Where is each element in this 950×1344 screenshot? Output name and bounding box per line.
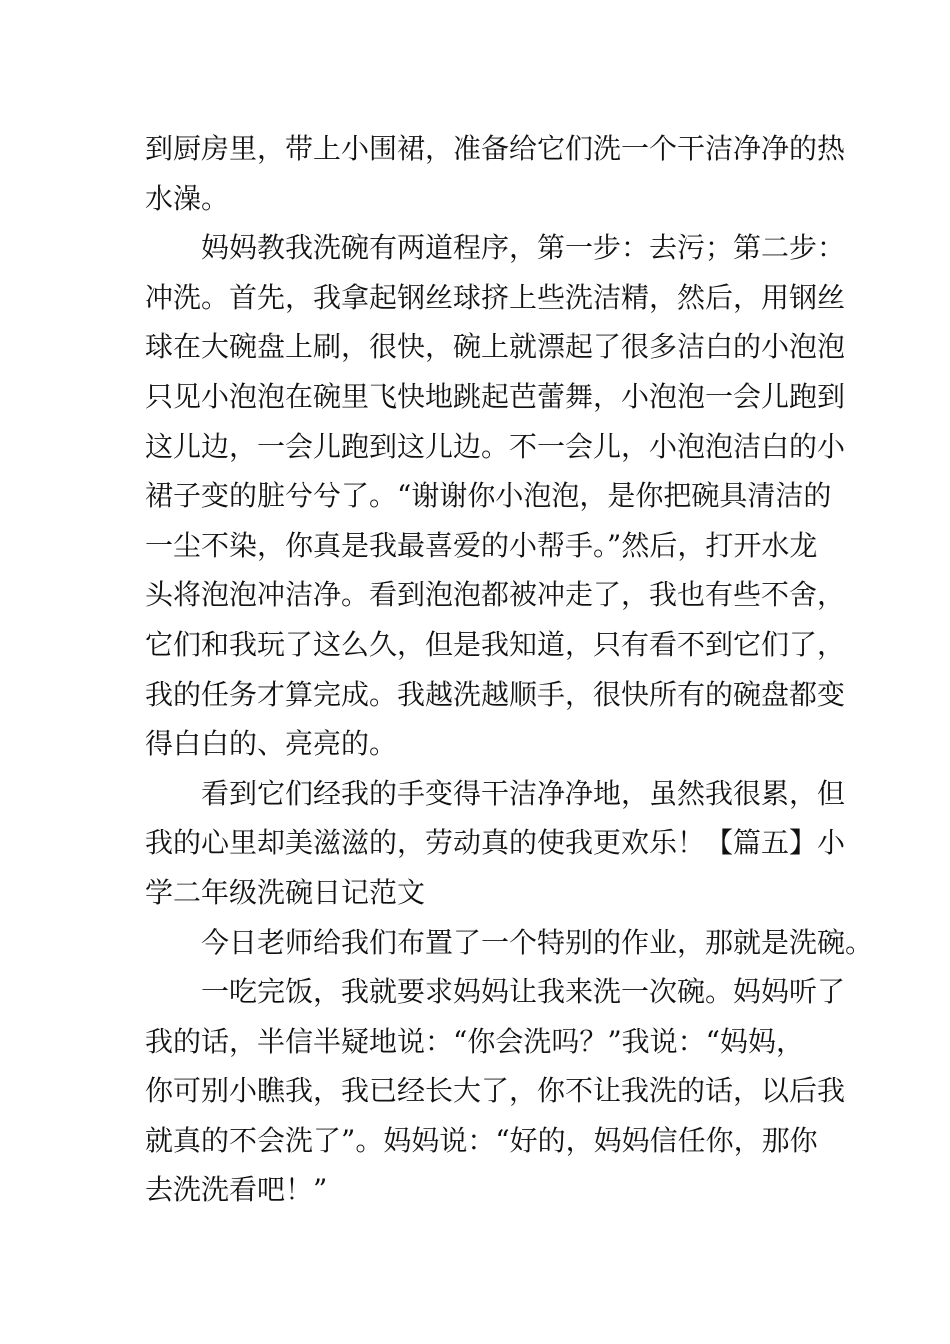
- text-line-17: 今日老师给我们布置了一个特别的作业，那就是洗碗。: [145, 925, 874, 959]
- document-body: [145, 124, 874, 1215]
- text-line-14: 看到它们经我的手变得干洁净净地，虽然我很累，但: [145, 776, 846, 810]
- text-line-9: 一尘不染，你真是我最喜爱的小帮手。”然后，打开水龙: [145, 528, 818, 562]
- text-line-3: 妈妈教我洗碗有两道程序，第一步：去污；第二步：: [145, 231, 846, 265]
- text-line-11: 它们和我玩了这么久，但是我知道，只有看不到它们了，: [145, 627, 846, 661]
- text-line-15: 我的心里却美滋滋的，劳动真的使我更欢乐！【篇五】小: [145, 826, 846, 860]
- text-line-16: 学二年级洗碗日记范文: [145, 875, 426, 909]
- text-line-10: 头将泡泡冲洁净。看到泡泡都被冲走了，我也有些不舍，: [145, 578, 846, 612]
- text-line-6: 只见小泡泡在碗里飞快地跳起芭蕾舞，小泡泡一会儿跑到: [145, 379, 846, 413]
- text-line-2: 水澡。: [145, 181, 230, 215]
- text-line-22: 去洗洗看吧！”: [145, 1173, 328, 1207]
- text-line-18: 一吃完饭，我就要求妈妈让我来洗一次碗。妈妈听了: [145, 975, 846, 1009]
- text-line-19: 我的话，半信半疑地说：“你会洗吗？”我说：“妈妈，: [145, 1024, 804, 1058]
- text-line-12: 我的任务才算完成。我越洗越顺手，很快所有的碗盘都变: [145, 677, 846, 711]
- text-line-20: 你可别小瞧我，我已经长大了，你不让我洗的话，以后我: [145, 1074, 846, 1108]
- text-line-4: 冲洗。首先，我拿起钢丝球挤上些洗洁精，然后，用钢丝: [145, 280, 846, 314]
- text-line-21: 就真的不会洗了”。妈妈说：“好的，妈妈信任你，那你: [145, 1123, 818, 1157]
- text-line-13: 得白白的、亮亮的。: [145, 727, 398, 761]
- text-line-5: 球在大碗盘上刷，很快，碗上就漂起了很多洁白的小泡泡: [145, 330, 846, 364]
- text-line-8: 裙子变的脏兮兮了。“谢谢你小泡泡，是你把碗具清洁的: [145, 479, 832, 513]
- text-line-7: 这儿边，一会儿跑到这儿边。不一会儿，小泡泡洁白的小: [145, 429, 846, 463]
- text-line-1: 到厨房里，带上小围裙，准备给它们洗一个干洁净净的热: [145, 132, 846, 165]
